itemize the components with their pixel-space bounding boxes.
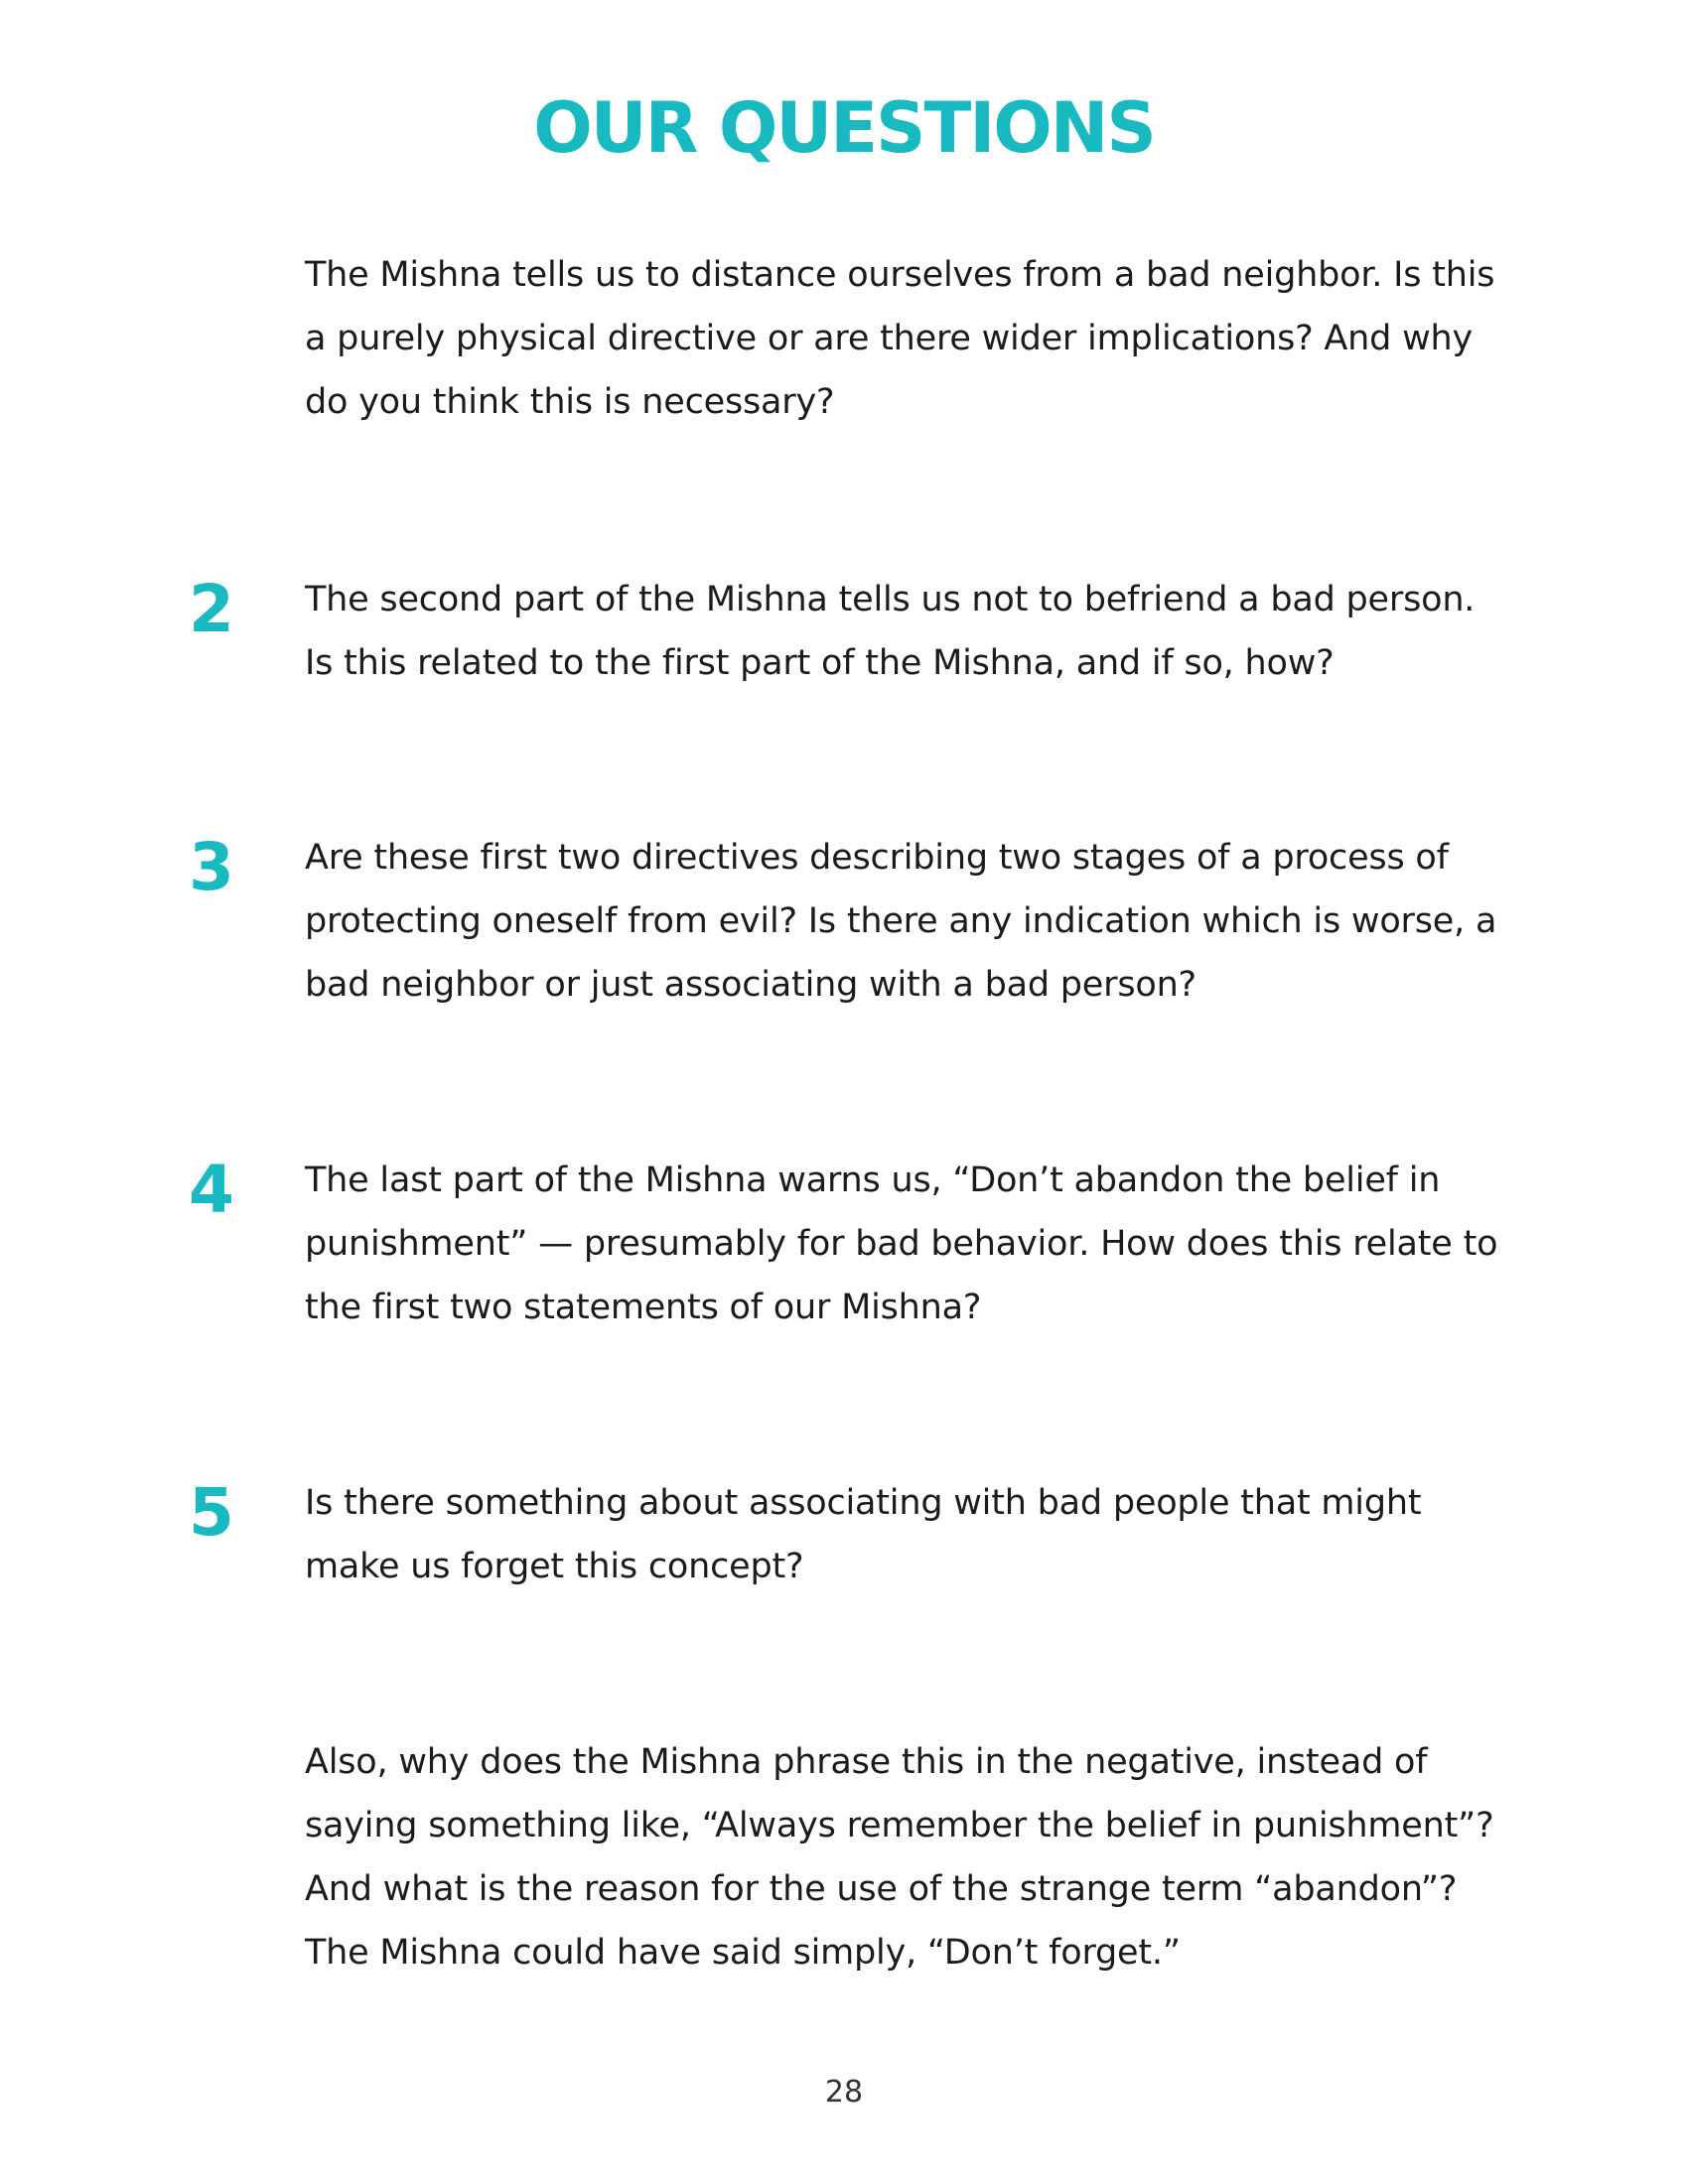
question-4-text: The last part of the Mishna warns us, “Don’t abandon the belief in punishment” — presumably for bad behavior. How does this relate to the first two statements of our Mishna? bbox=[305, 1160, 1498, 1327]
page-title: OUR QUESTIONS bbox=[533, 87, 1155, 169]
question-5-followup-text: Also, why does the Mishna phrase this in the negative, instead of saying something like, “Always remember the belief in punishment”? And what is the reason for the use of the strange term “abandon”? The Mishna could have said simply, “Don’t forget.” bbox=[305, 1742, 1494, 1973]
question-2-text: The second part of the Mishna tells us not to befriend a bad person. Is this related to the first part of the Mishna, and if so, how? bbox=[305, 580, 1476, 683]
question-3-number: 3 bbox=[189, 829, 234, 905]
question-2-number: 2 bbox=[189, 571, 234, 647]
page-number: 28 bbox=[824, 2075, 864, 2110]
question-4-number: 4 bbox=[189, 1152, 234, 1228]
question-3-text: Are these first two directives describing two stages of a process of protecting oneself from evil? Is there any indication which is worse, a bad neighbor or just associating with a bad person? bbox=[305, 838, 1497, 1005]
question-5-number: 5 bbox=[189, 1474, 234, 1551]
question-1-text: The Mishna tells us to distance ourselves from a bad neighbor. Is this a purely physical directive or are there wider implications? And why do you think this is necessary? bbox=[305, 255, 1495, 422]
question-5-text: Is there something about associating with bad people that might make us forget this concept? bbox=[305, 1483, 1422, 1586]
